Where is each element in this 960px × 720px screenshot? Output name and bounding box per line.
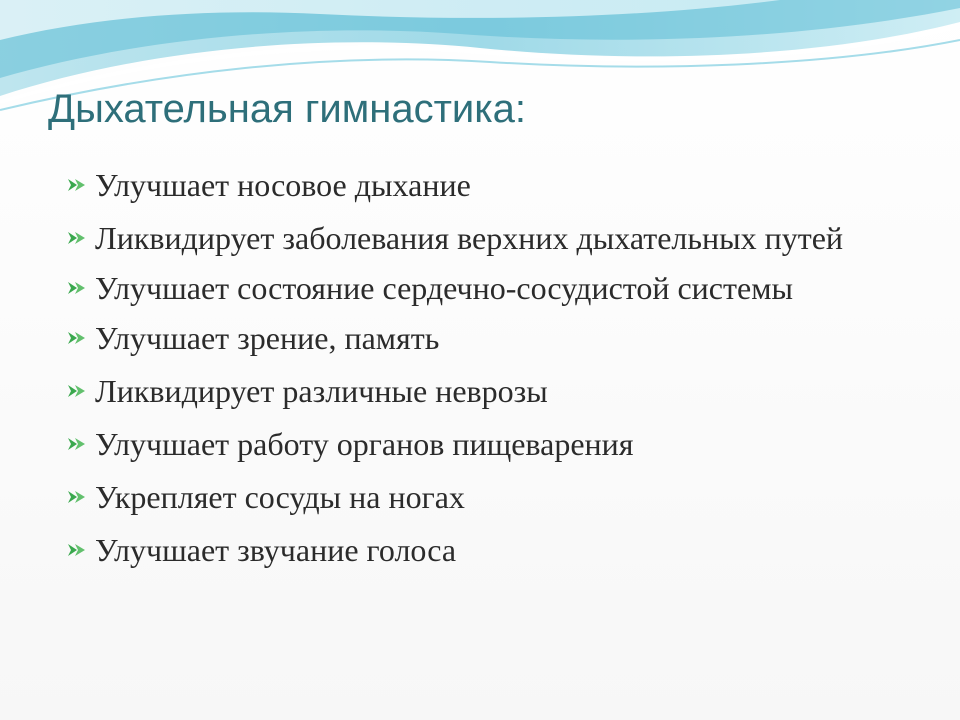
green-arrow-bullet-icon (66, 229, 88, 247)
green-arrow-bullet-icon (66, 541, 88, 559)
list-item-text: Ликвидирует заболевания верхних дыхательных путей (95, 220, 844, 256)
list-item-text: Улучшает зрение, память (95, 320, 440, 356)
list-item (66, 216, 926, 260)
list-item (66, 422, 926, 466)
green-arrow-bullet-icon (66, 176, 88, 194)
green-arrow-bullet-icon (66, 488, 88, 506)
list-item (66, 266, 926, 310)
slide-title: Дыхательная гимнастика: (48, 87, 527, 131)
list-item (66, 475, 926, 519)
green-arrow-bullet-icon (66, 382, 88, 400)
list-item (66, 163, 926, 207)
list-item (66, 528, 926, 572)
list-item-text: Улучшает носовое дыхание (95, 167, 471, 203)
green-arrow-bullet-icon (66, 435, 88, 453)
list-item-text: Улучшает состояние сердечно-сосудистой системы (95, 270, 793, 306)
green-arrow-bullet-icon (66, 329, 88, 347)
list-item (66, 316, 926, 360)
list-item-text: Укрепляет сосуды на ногах (95, 479, 465, 515)
list-item-text: Улучшает работу органов пищеварения (95, 426, 634, 462)
list-item (66, 369, 926, 413)
list-item-text: Улучшает звучание голоса (95, 532, 457, 568)
bullet-list (66, 163, 926, 581)
list-item-text: Ликвидирует различные неврозы (95, 373, 548, 409)
green-arrow-bullet-icon (66, 279, 88, 297)
